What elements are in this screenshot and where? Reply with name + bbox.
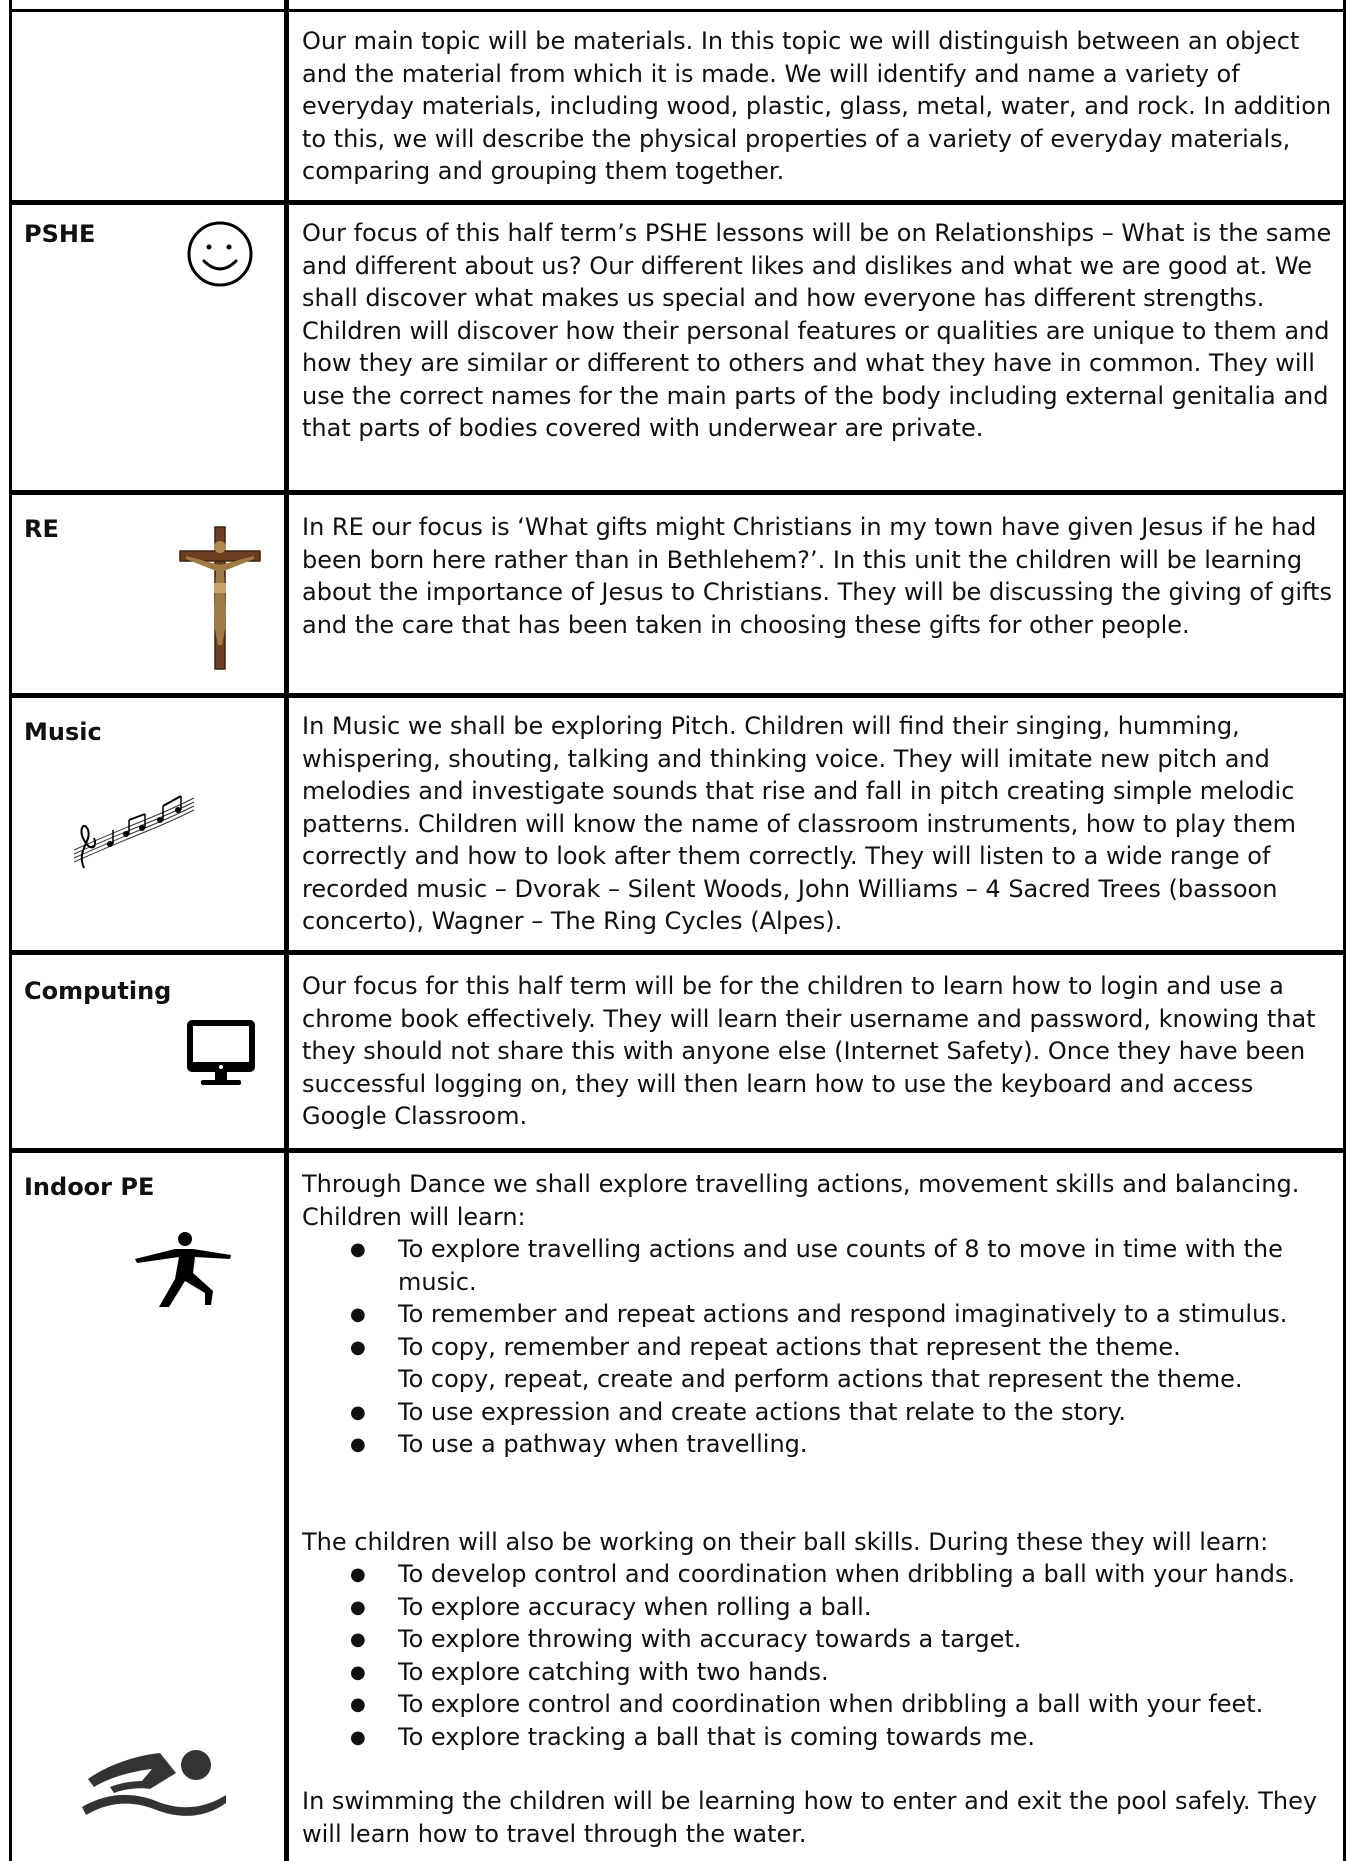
list-item: ● To explore travelling actions and use counts of 8 to move in time with the music. (302, 1233, 1345, 1298)
subject-label: Music (24, 718, 102, 746)
content-cell (292, 1153, 1345, 1861)
subject-cell (10, 698, 286, 950)
list-item: ● To use expression and create actions that relate to the story. (302, 1396, 1345, 1429)
music-notes-icon (70, 790, 200, 870)
list-item: ● To explore tracking a ball that is coming towards me. (302, 1721, 1345, 1754)
paragraph: In Music we shall be exploring Pitch. Children will find their singing, humming, whispering, shouting, talking and thinking voice. They will imitate new pitch and melodies and investigate sounds that rise and fall in pitch creating simple melodic patterns. Children will know the name of classroom instruments, how to play them correctly and how to look after them correctly. They will listen to a wide range of recorded music – Dvorak – Silent Woods, John Williams – 4 Sacred Trees (bassoon concerto), Wagner – The Ring Cycles (Alpes). (302, 712, 1296, 935)
content-cell (292, 955, 1345, 1148)
content-cell (292, 12, 1345, 200)
table-row (0, 698, 1356, 950)
yoga-pose-icon (133, 1229, 233, 1309)
paragraph: Our main topic will be materials. In this topic we will distinguish between an object and the material from which it is made. We will identify and name a variety of everyday materials, including wood, plastic, glass, metal, water, and rock. In addition to this, we will describe the physical properties of a variety of everyday materials, comparing and grouping them together. (302, 27, 1332, 185)
table-row (0, 12, 1356, 200)
computer-monitor-icon (185, 1018, 257, 1088)
list-item: ● To explore accuracy when rolling a ball. (302, 1591, 1345, 1624)
ball-intro: The children will also be working on their ball skills. During these they will learn: (302, 1527, 1269, 1556)
content-cell (292, 205, 1345, 490)
subject-cell (10, 955, 286, 1148)
content-cell (292, 495, 1345, 693)
crucifix-icon (178, 525, 262, 671)
table-row (0, 1153, 1356, 1861)
ball-list (302, 1558, 1345, 1753)
swimmer-icon (80, 1733, 230, 1823)
dance-list (302, 1233, 1345, 1461)
list-item: ● To develop control and coordination when dribbling a ball with your hands. (302, 1558, 1345, 1591)
list-item: ● To explore throwing with accuracy towards a target. (302, 1623, 1345, 1656)
smiley-face-icon (185, 219, 255, 289)
subject-label: PSHE (24, 220, 96, 248)
table-row (0, 955, 1356, 1148)
subject-label: RE (24, 515, 59, 543)
list-item: ● To remember and repeat actions and respond imaginatively to a stimulus. (302, 1298, 1345, 1331)
subject-cell (10, 495, 286, 693)
list-item: To copy, repeat, create and perform actions that represent the theme. (398, 1365, 1243, 1393)
subject-cell (10, 12, 286, 200)
paragraph: Our focus of this half term’s PSHE lessons will be on Relationships – What is the same and different about us? Our different likes and dislikes and what we are good at. We shall discover what makes us special and how everyone has different strengths. Children will discover how their personal features or qualities are unique to them and how they are similar or different to others and what they have in common. They will use the correct names for the main parts of the body including external genitalia and that parts of bodies covered with underwear are private. (302, 219, 1332, 442)
list-item: ● To explore control and coordination when dribbling a ball with your feet. (302, 1688, 1345, 1721)
list-item: ● To use a pathway when travelling. (302, 1428, 1345, 1461)
table-row (0, 205, 1356, 490)
swimming-text: In swimming the children will be learning how to enter and exit the pool safely. They will learn how to travel through the water. (302, 1787, 1318, 1848)
dance-intro: Through Dance we shall explore travelling actions, movement skills and balancing. Children will learn: (302, 1170, 1300, 1231)
list-item: ● To copy, remember and repeat actions that represent the theme. (302, 1331, 1345, 1364)
paragraph: In RE our focus is ‘What gifts might Christians in my town have given Jesus if he had been born here rather than in Bethlehem?’. In this unit the children will be learning about the importance of Jesus to Christians. They will be discussing the giving of gifts and the care that has been taken in choosing these gifts for other people. (302, 513, 1332, 639)
subject-cell (10, 205, 286, 490)
paragraph: Our focus for this half term will be for the children to learn how to login and use a chrome book effectively. They will learn their username and password, knowing that they should not share this with anyone else (Internet Safety). Once they have been successful logging on, they will then learn how to use the keyboard and access Google Classroom. (302, 972, 1316, 1130)
table-row (0, 495, 1356, 693)
subject-label: Indoor PE (24, 1173, 155, 1201)
content-cell (292, 698, 1345, 950)
subject-cell (10, 1153, 286, 1861)
list-item: ● To explore catching with two hands. (302, 1656, 1345, 1689)
subject-label: Computing (24, 977, 172, 1005)
